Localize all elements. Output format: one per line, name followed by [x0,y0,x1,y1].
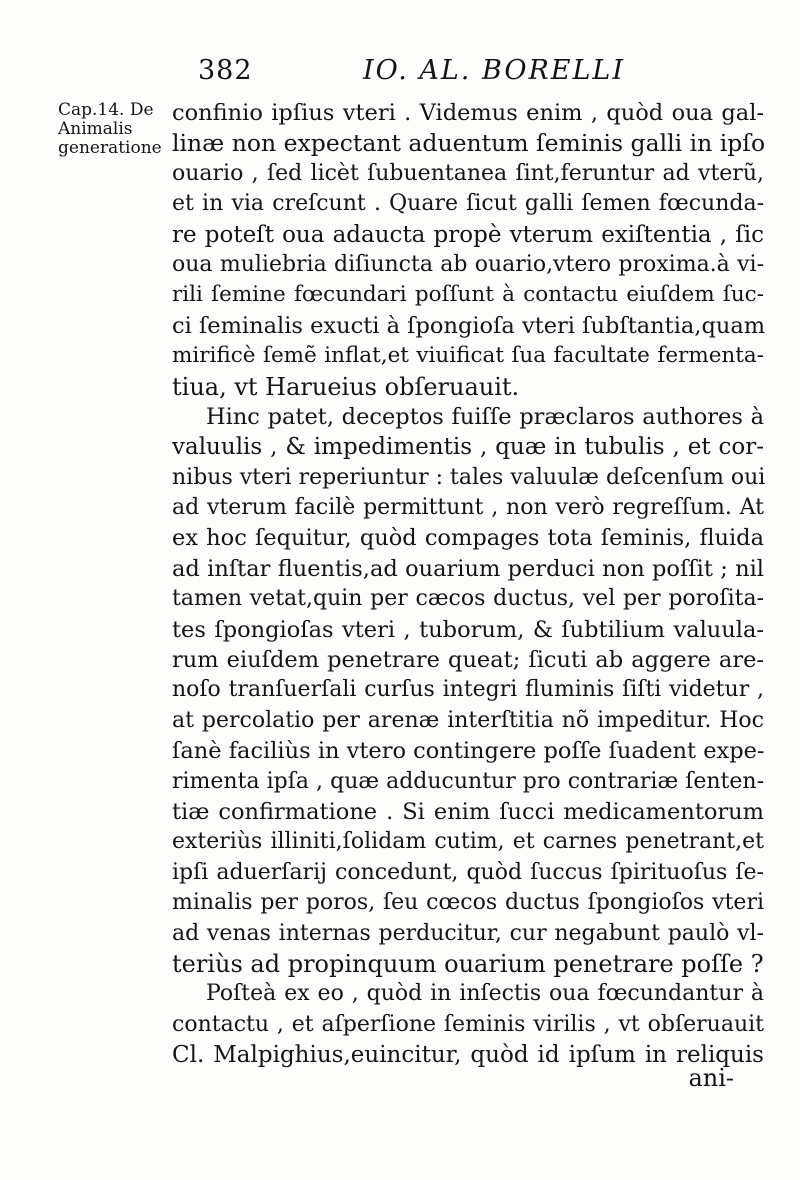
text-line: oua muliebria diſiuncta ab ouario,vtero proxima.à vi- [172,251,764,277]
text-line: exteriùs illiniti,ſolidam cutim, et carnes penetrant,et [172,829,764,855]
text-line: rili ſemine fœcundari poſſunt à contactu eiuſdem ſuc- [172,282,764,308]
text-line: Poſteà ex eo , quòd in inſectis oua fœcundantur à [206,981,764,1007]
text-line: Hinc patet, deceptos fuiſſe præclaros authores à [206,403,764,430]
page-number: 382 [198,55,253,86]
body-text [172,98,764,1071]
catchword: ani- [688,1064,734,1092]
text-line: ad inſtar fluentis,ad ouarium perduci non poſſit ; nil [172,555,764,582]
text-line: tamen vetat,quin per cæcos ductus, vel per poroſita- [172,586,764,612]
text-line: contactu , et aſperſione ſeminis virilis , vt obſeruauit [172,1011,764,1037]
text-line: tiæ confirmatione . Si enim ſucci medicamentorum [172,798,764,825]
margin-note-line: Animalis [58,119,133,139]
text-line: noſo tranſuerſali curſus integri fluminis ſiſti videtur , [172,677,764,703]
running-head: IO. AL. BORELLI [363,55,626,86]
text-line: tiua, vt Harueius obſeruauit. [172,372,520,401]
text-line: at percolatio per arenæ interſtitia nõ impeditur. Hoc [172,707,764,733]
text-line: Cl. Malpighius,euincitur, quòd id ipſum in reliquis [172,1042,764,1069]
text-line: tes ſpongioſas vteri , tuborum, & ſubtilium valuula- [172,616,764,643]
text-line: ſanè faciliùs in vtero contingere poſſe ſuadent expe- [172,738,765,765]
text-line: linæ non expectant aduentum ſeminis galli in ipſo [172,129,766,158]
text-line: nibus vteri reperiuntur : tales valuulæ deſcenſum oui [172,464,766,490]
text-line: ouario , ſed licèt ſubuentanea ſint,feruntur ad vterũ, [172,160,764,186]
text-line: ex hoc ſequitur, quòd compages tota ſeminis, fluida [172,525,764,552]
text-line: valuulis , & impedimentis , quæ in tubulis , et cor- [172,434,764,461]
text-line: ad vterum facilè permittunt , non verò regreſſum. At [172,495,764,521]
text-line: ci ſeminalis exucti à ſpongioſa vteri ſubſtantia,quam [172,312,766,339]
text-line: ipſi aduerſarij concedunt, quòd ſuccus ſpirituoſus ſe- [172,859,764,885]
margin-note [58,101,176,158]
margin-note-line: Cap.14. De [58,100,154,120]
text-line: teriùs ad propinquum ouarium penetrare poſſe ? [172,949,764,978]
text-line: mirificè ſemẽ inflat,et viuificat ſua facultate fermenta- [172,343,764,369]
text-line: rimenta ipſa , quæ adducuntur pro contrariæ ſenten- [172,768,764,794]
text-line: ad venas internas perducitur, cur negabunt paulò vl- [172,920,764,946]
text-line: rum eiuſdem penetrare queat; ſicuti ab aggere are- [172,647,764,674]
text-line: et in via creſcunt . Quare ſicut galli ſemen fœcunda- [172,191,764,217]
margin-note-line: generatione [58,138,162,158]
text-line: minalis per poros, ſeu cœcos ductus ſpongioſos vteri [172,890,764,916]
text-line: confinio ipſius vteri . Videmus enim , quòd oua gal- [172,100,764,126]
text-line: re poteſt oua adaucta propè vterum exiſtentia , ſic [172,221,764,248]
page-header [198,55,758,95]
